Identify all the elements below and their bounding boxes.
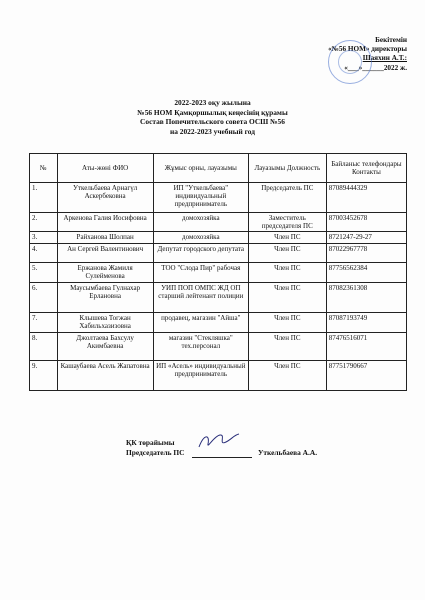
row-job: продавец, магазин "Айша" — [153, 312, 248, 332]
row-position: Член ПС — [248, 262, 326, 282]
header-job: Жұмыс орны, лауазымы — [153, 154, 248, 183]
table-row — [30, 213, 407, 232]
row-num: 2. — [30, 213, 58, 232]
row-job: ИП «Асель» индивидуальный предприниматель — [153, 360, 248, 390]
row-name: Ан Сергей Валентинович — [57, 243, 153, 262]
row-name: Джолтаева Бахсулу Акимбаевна — [57, 332, 153, 360]
row-job: ТОО "Слода Пир" рабочая — [153, 262, 248, 282]
row-num: 6. — [30, 282, 58, 312]
board-table — [29, 153, 407, 391]
row-position: Заместитель председателя ПС — [248, 213, 326, 232]
row-phone: 87476516071 — [326, 332, 406, 360]
document-title — [0, 98, 425, 136]
row-position: Член ПС — [248, 332, 326, 360]
row-name: Ержанова Жамиля Сулейменова — [57, 262, 153, 282]
table-row — [30, 312, 407, 332]
title-line-2: №56 НОМ Қамқоршылық кеңесінің құрамы — [137, 107, 288, 117]
row-phone: 87003452678 — [326, 213, 406, 232]
row-num: 4. — [30, 243, 58, 262]
approval-line-1: Бекітемін — [375, 36, 407, 44]
signature-line — [192, 457, 252, 458]
approval-line-3: Шаяхин А.Т.: — [362, 54, 407, 63]
table-row — [30, 360, 407, 390]
row-name: Уткельбаева Арнагүл Аскербековна — [57, 183, 153, 213]
signature-name: Уткельбаева А.А. — [258, 448, 318, 457]
row-job: домохозяйка — [153, 213, 248, 232]
approval-line-2: «№56 НОМ» директоры — [328, 45, 407, 54]
row-phone: 87089444329 — [326, 183, 406, 213]
table-row — [30, 332, 407, 360]
row-job: Депутат городского депутата — [153, 243, 248, 262]
table-row — [30, 243, 407, 262]
row-name: Маусымбаева Гулнахар Ерлановна — [57, 282, 153, 312]
row-position: Член ПС — [248, 312, 326, 332]
row-num: 3. — [30, 232, 58, 243]
row-num: 9. — [30, 360, 58, 390]
header-phone: Байланыс телефондары Контакты — [326, 154, 406, 183]
row-phone: 87082361308 — [326, 282, 406, 312]
row-name: Клышева Тогжан Хабильхазизовна — [57, 312, 153, 332]
row-num: 1. — [30, 183, 58, 213]
row-phone: 87751790667 — [326, 360, 406, 390]
header-name: Аты-жөні ФИО — [57, 154, 153, 183]
row-position: Член ПС — [248, 360, 326, 390]
table-row — [30, 262, 407, 282]
row-phone: 87087193749 — [326, 312, 406, 332]
row-position: Член ПС — [248, 232, 326, 243]
row-phone: 8721247-29-27 — [326, 232, 406, 243]
title-line-3: Состав Попечительского совета ОСШ №56 — [140, 117, 285, 127]
handwritten-signature-icon — [196, 430, 242, 452]
header-position: Лауазымы Должность — [248, 154, 326, 183]
title-line-1: 2022-2023 оқу жылына — [174, 98, 251, 107]
row-num: 8. — [30, 332, 58, 360]
signature-org: ҚК төрайымы — [126, 438, 175, 447]
table-header-row — [30, 154, 407, 183]
header-num: № — [30, 154, 58, 183]
row-position: Член ПС — [248, 243, 326, 262]
row-num: 5. — [30, 262, 58, 282]
row-job: ИП "Уткельбаева" индивидуальный предприниматель — [153, 183, 248, 213]
approval-line-4: «___»______2022 ж. — [344, 63, 407, 72]
row-job: УИП ПОП ОМПС ЖД ОП старший лейтенант полиции — [153, 282, 248, 312]
title-line-4: на 2022-2023 учебный год — [169, 126, 256, 136]
stamp-seal — [328, 40, 372, 84]
table-row — [30, 282, 407, 312]
row-phone: 87022967778 — [326, 243, 406, 262]
row-name: Райханова Шолпан — [57, 232, 153, 243]
row-phone: 87756562384 — [326, 262, 406, 282]
row-num: 7. — [30, 312, 58, 332]
row-job: магазин "Стекляшка" тех.персонал — [153, 332, 248, 360]
table-row — [30, 183, 407, 213]
signature-role: Председатель ПС — [126, 448, 185, 457]
row-name: Аркенова Галия Иосифовна — [57, 213, 153, 232]
row-name: Кашаубаева Асель Жапатовна — [57, 360, 153, 390]
row-position: Член ПС — [248, 282, 326, 312]
row-position: Председатель ПС — [248, 183, 326, 213]
table-row — [30, 232, 407, 243]
row-job: домохозяйка — [153, 232, 248, 243]
